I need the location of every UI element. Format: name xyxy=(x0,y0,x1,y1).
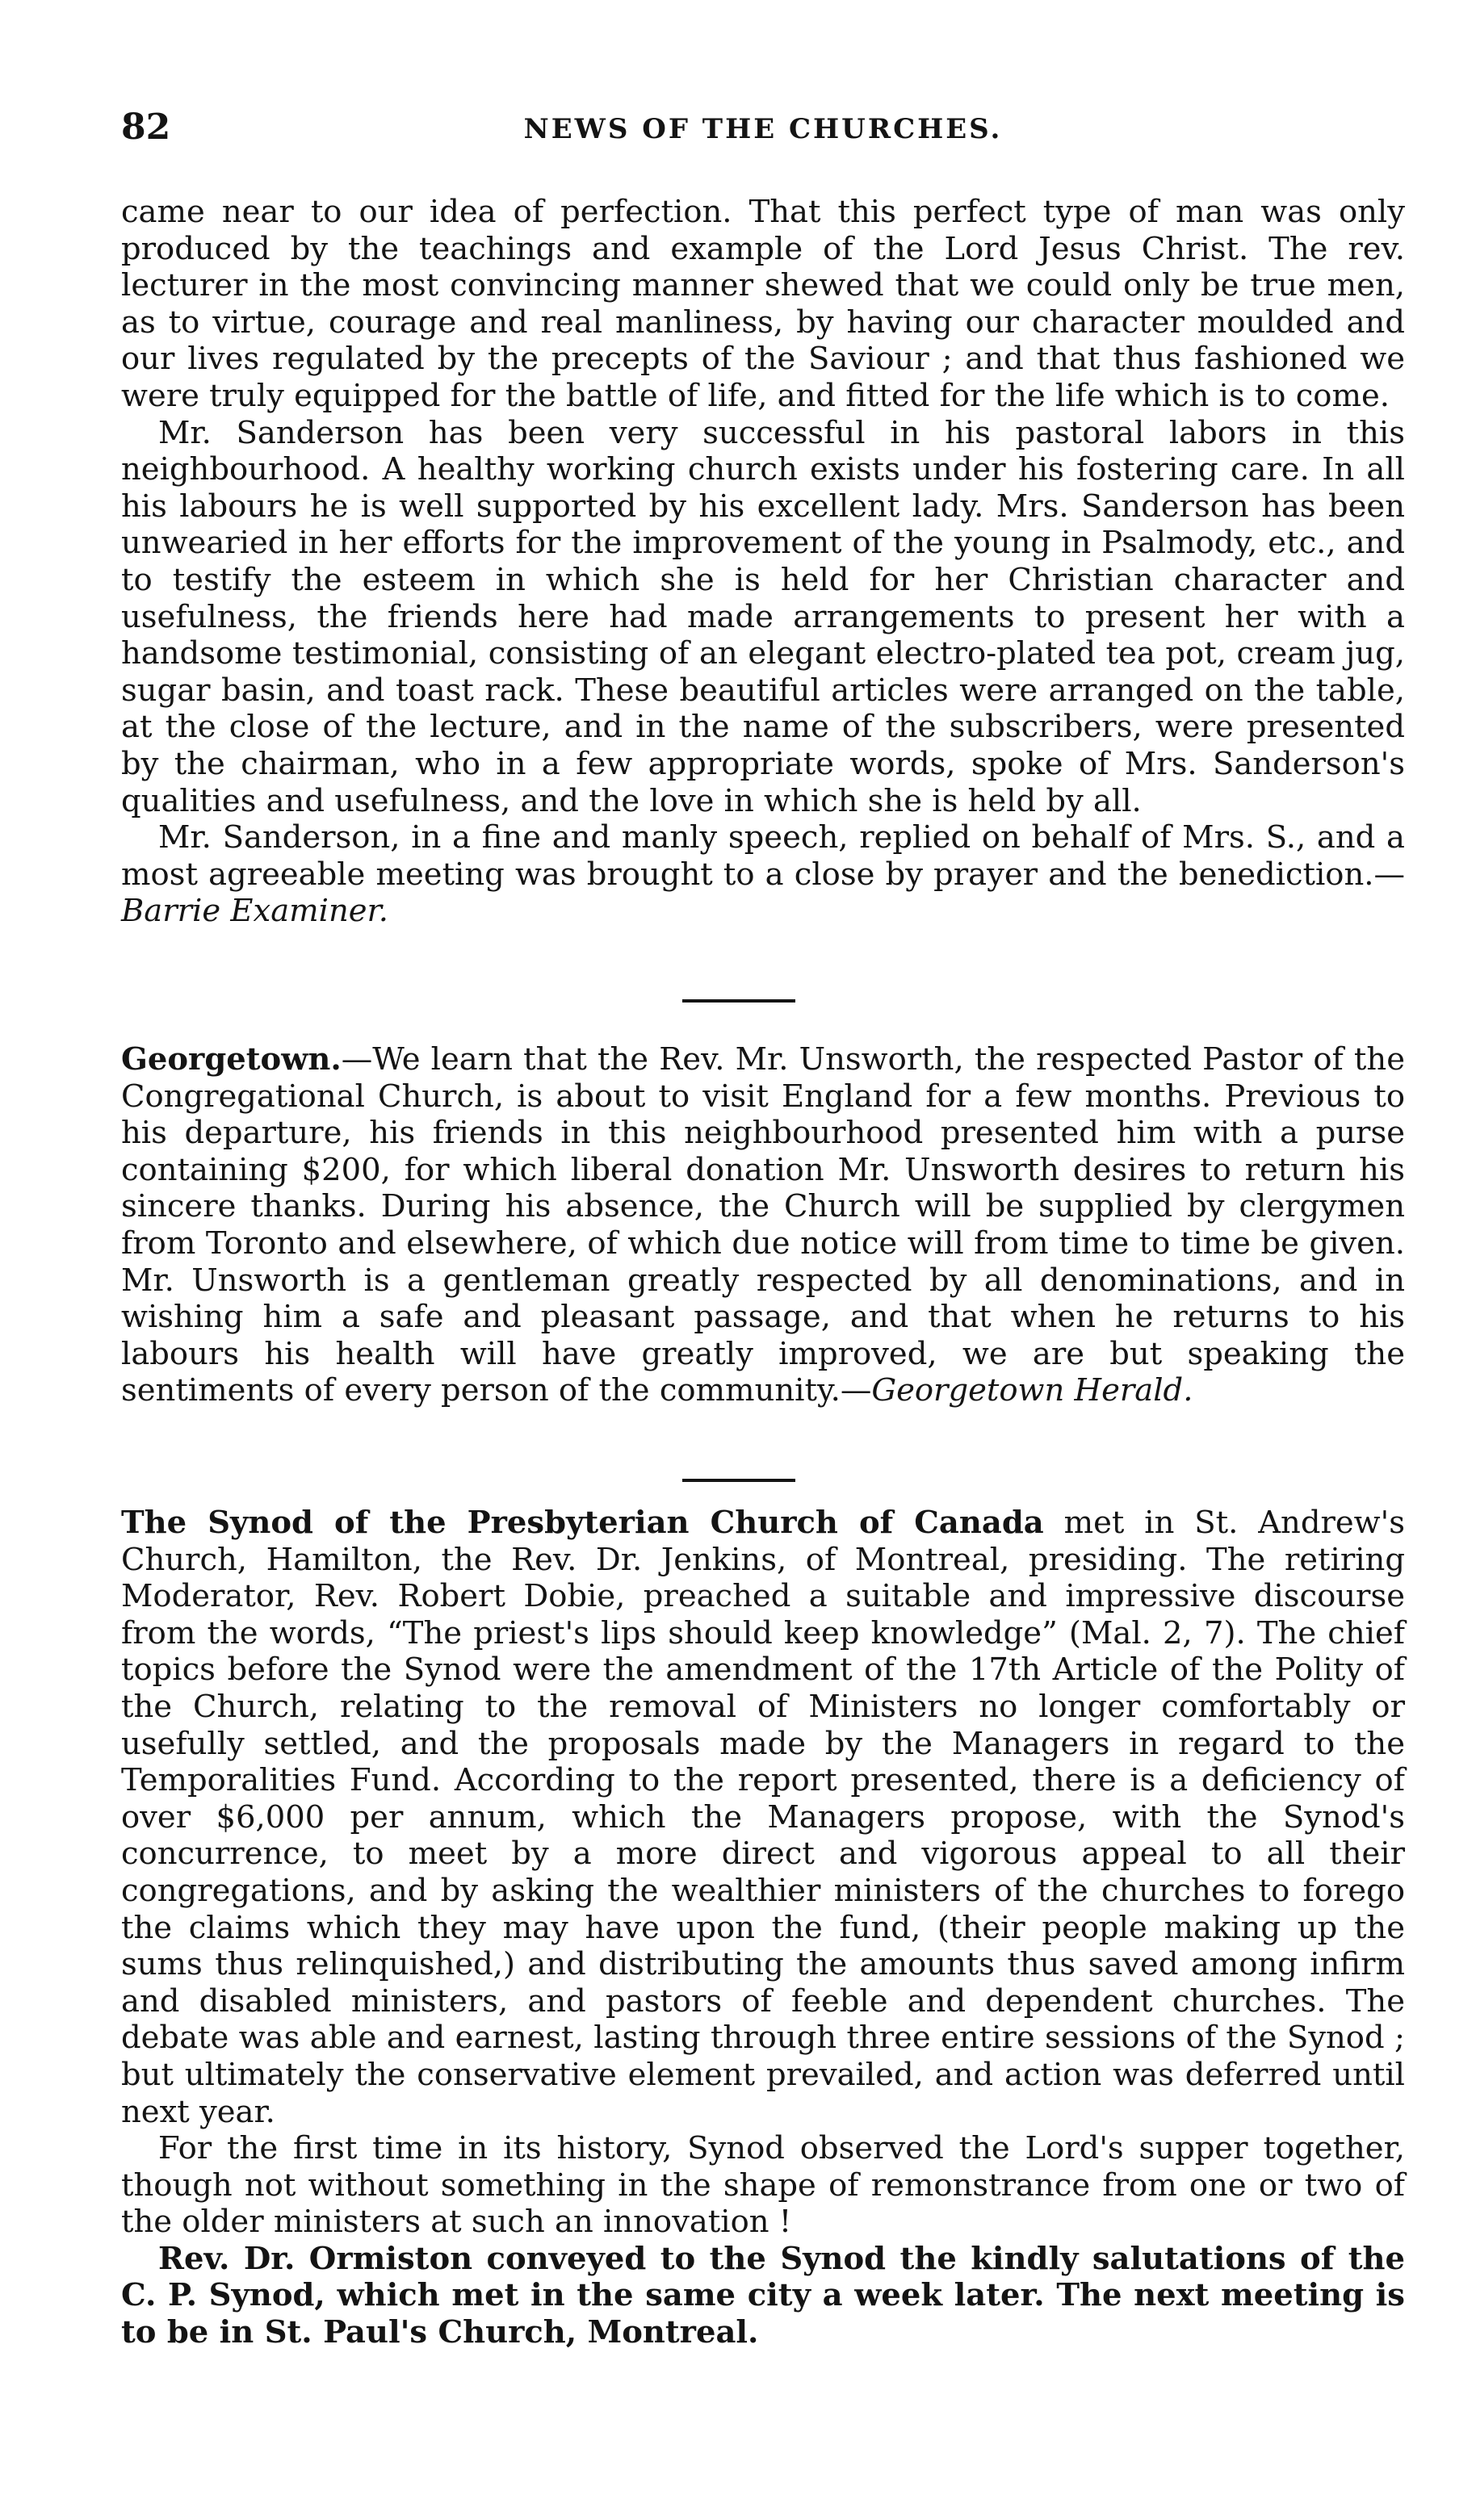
running-head: NEWS OF THE CHURCHES. xyxy=(523,113,1003,145)
article-lead: The Synod of the Presbyterian Church of Canada xyxy=(121,1505,1044,1541)
page-number: 82 xyxy=(121,107,171,148)
paragraph xyxy=(121,1505,1405,2130)
section-divider xyxy=(682,1479,795,1482)
paragraph-text: —We learn that the Rev. Mr. Unsworth, the respected Pastor of the Congregational Church, is about to visit England for a few months. Previous to his departure, his friends in this neighbourhood presented him with a purse containing $200, for which liberal donation Mr. Unsworth desires to return his sincere thanks. During his absence, the Church will be supplied by clergymen from Toronto and elsewhere, of which due notice will from time to time be given. Mr. Unsworth is a gentleman greatly respected by all denominations, and in wishing him a safe and pleasant passage, and that when he returns to his labours his health will have greatly improved, we are but speaking the sentiments of every person of the community.— xyxy=(121,1041,1405,1409)
section-divider xyxy=(682,999,795,1003)
source-citation: Barrie Examiner. xyxy=(121,893,388,930)
article-georgetown xyxy=(121,1041,1405,1409)
paragraph xyxy=(121,1041,1405,1409)
article-sanderson xyxy=(121,194,1405,930)
paragraph: Mr. Sanderson has been very successful in his pastoral labors in this neighbourhood. A healthy working church exists under his fostering care. In all his labours he is well supported by his excellent lady. Mrs. Sanderson has been unwearied in her efforts for the improvement of the young in Psalmody, etc., and to testify the esteem in which she is held for her Christian character and usefulness, the friends here had made arrangements to present her with a handsome testimonial, consisting of an elegant electro-plated tea pot, cream jug, sugar basin, and toast rack. These beautiful articles were arranged on the table, at the close of the lecture, and in the name of the subscribers, were presented by the chairman, who in a few appropriate words, spoke of Mrs. Sanderson's qualities and usefulness, and the love in which she is held by all. xyxy=(121,414,1405,819)
article-lead: Georgetown. xyxy=(121,1041,342,1078)
paragraph: For the first time in its history, Synod observed the Lord's supper together, though not without something in the shape of remonstrance from one or two of the older ministers at such an innovation ! xyxy=(121,2130,1405,2241)
paragraph: Rev. Dr. Ormiston conveyed to the Synod the kindly salutations of the C. P. Synod, which met in the same city a week later. The next meeting is to be in St. Paul's Church, Montreal. xyxy=(121,2240,1405,2351)
paragraph-text: Mr. Sanderson, in a fine and manly speech, replied on behalf of Mrs. S., and a most agreeable meeting was brought to a close by prayer and the benediction.— xyxy=(121,819,1405,893)
paragraph xyxy=(121,819,1405,930)
source-citation: Georgetown Herald. xyxy=(871,1372,1193,1409)
paragraph: came near to our idea of perfection. That this perfect type of man was only produced by the teachings and example of the Lord Jesus Christ. The rev. lecturer in the most convincing manner shewed that we could only be true men, as to virtue, courage and real manliness, by having our character moulded and our lives regulated by the precepts of the Saviour ; and that thus fashioned we were truly equipped for the battle of life, and fitted for the life which is to come. xyxy=(121,194,1405,414)
paragraph-text: met in St. Andrew's Church, Hamilton, the Rev. Dr. Jenkins, of Montreal, presiding. The retiring Moderator, Rev. Robert Dobie, preached a suitable and impressive discourse from the words, “The priest's lips should keep knowledge” (Mal. 2, 7). The chief topics before the Synod were the amendment of the 17th Article of the Polity of the Church, relating to the removal of Ministers no longer comfortably or usefully settled, and the proposals made by the Managers in regard to the Temporalities Fund. According to the report presented, there is a deficiency of over $6,000 per annum, which the Managers propose, with the Synod's concurrence, to meet by a more direct and vigorous appeal to all their congregations, and by asking the wealthier ministers of the churches to forego the claims which they may have upon the fund, (their people making up the sums thus relinquished,) and distributing the amounts thus saved among infirm and disabled ministers, and pastors of feeble and dependent churches. The debate was able and earnest, lasting through three entire sessions of the Synod ; but ultimately the conservative element prevailed, and action was deferred until next year. xyxy=(121,1505,1405,2130)
page-header xyxy=(121,103,1405,152)
article-synod xyxy=(121,1505,1405,2351)
